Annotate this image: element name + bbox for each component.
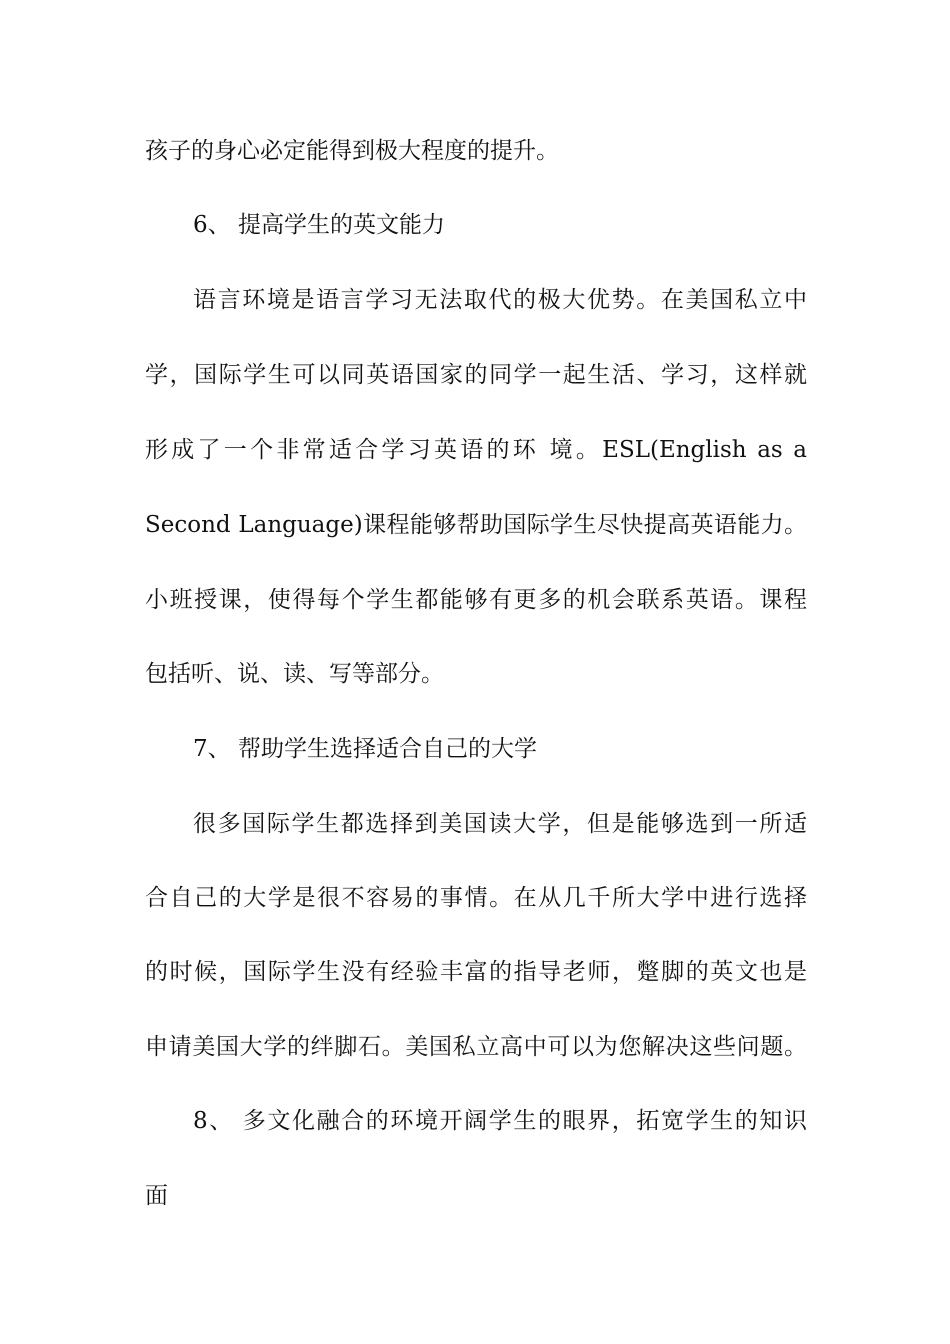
paragraph-line: 学，国际学生可以同英语国家的同学一起生活、学习，这样就: [145, 362, 807, 388]
paragraph-line: 形成了一个非常适合学习英语的环 境。ESL(English as a: [145, 437, 807, 463]
paragraph-line: Second Language)课程能够帮助国际学生尽快提高英语能力。: [145, 512, 807, 538]
section-heading-8: 8、 多文化融合的环境开阔学生的眼界，拓宽学生的知识: [193, 1108, 807, 1134]
paragraph-line: 的时候，国际学生没有经验丰富的指导老师，蹩脚的英文也是: [145, 959, 807, 985]
paragraph-line: 申请美国大学的绊脚石。美国私立高中可以为您解决这些问题。: [145, 1034, 807, 1060]
paragraph-line: 很多国际学生都选择到美国读大学，但是能够选到一所适: [193, 811, 807, 837]
paragraph-line: 语言环境是语言学习无法取代的极大优势。在美国私立中: [193, 287, 807, 313]
paragraph-line: 包括听、说、读、写等部分。: [145, 661, 444, 687]
paragraph-line: 合自己的大学是很不容易的事情。在从几千所大学中进行选择: [145, 885, 807, 911]
section-heading-7: 7、 帮助学生选择适合自己的大学: [193, 736, 537, 762]
paragraph-line: 小班授课，使得每个学生都能够有更多的机会联系英语。课程: [145, 587, 807, 613]
section-heading-6: 6、 提高学生的英文能力: [193, 212, 445, 238]
section-heading-8-continuation: 面: [145, 1183, 168, 1209]
paragraph-line: 孩子的身心必定能得到极大程度的提升。: [145, 138, 559, 164]
